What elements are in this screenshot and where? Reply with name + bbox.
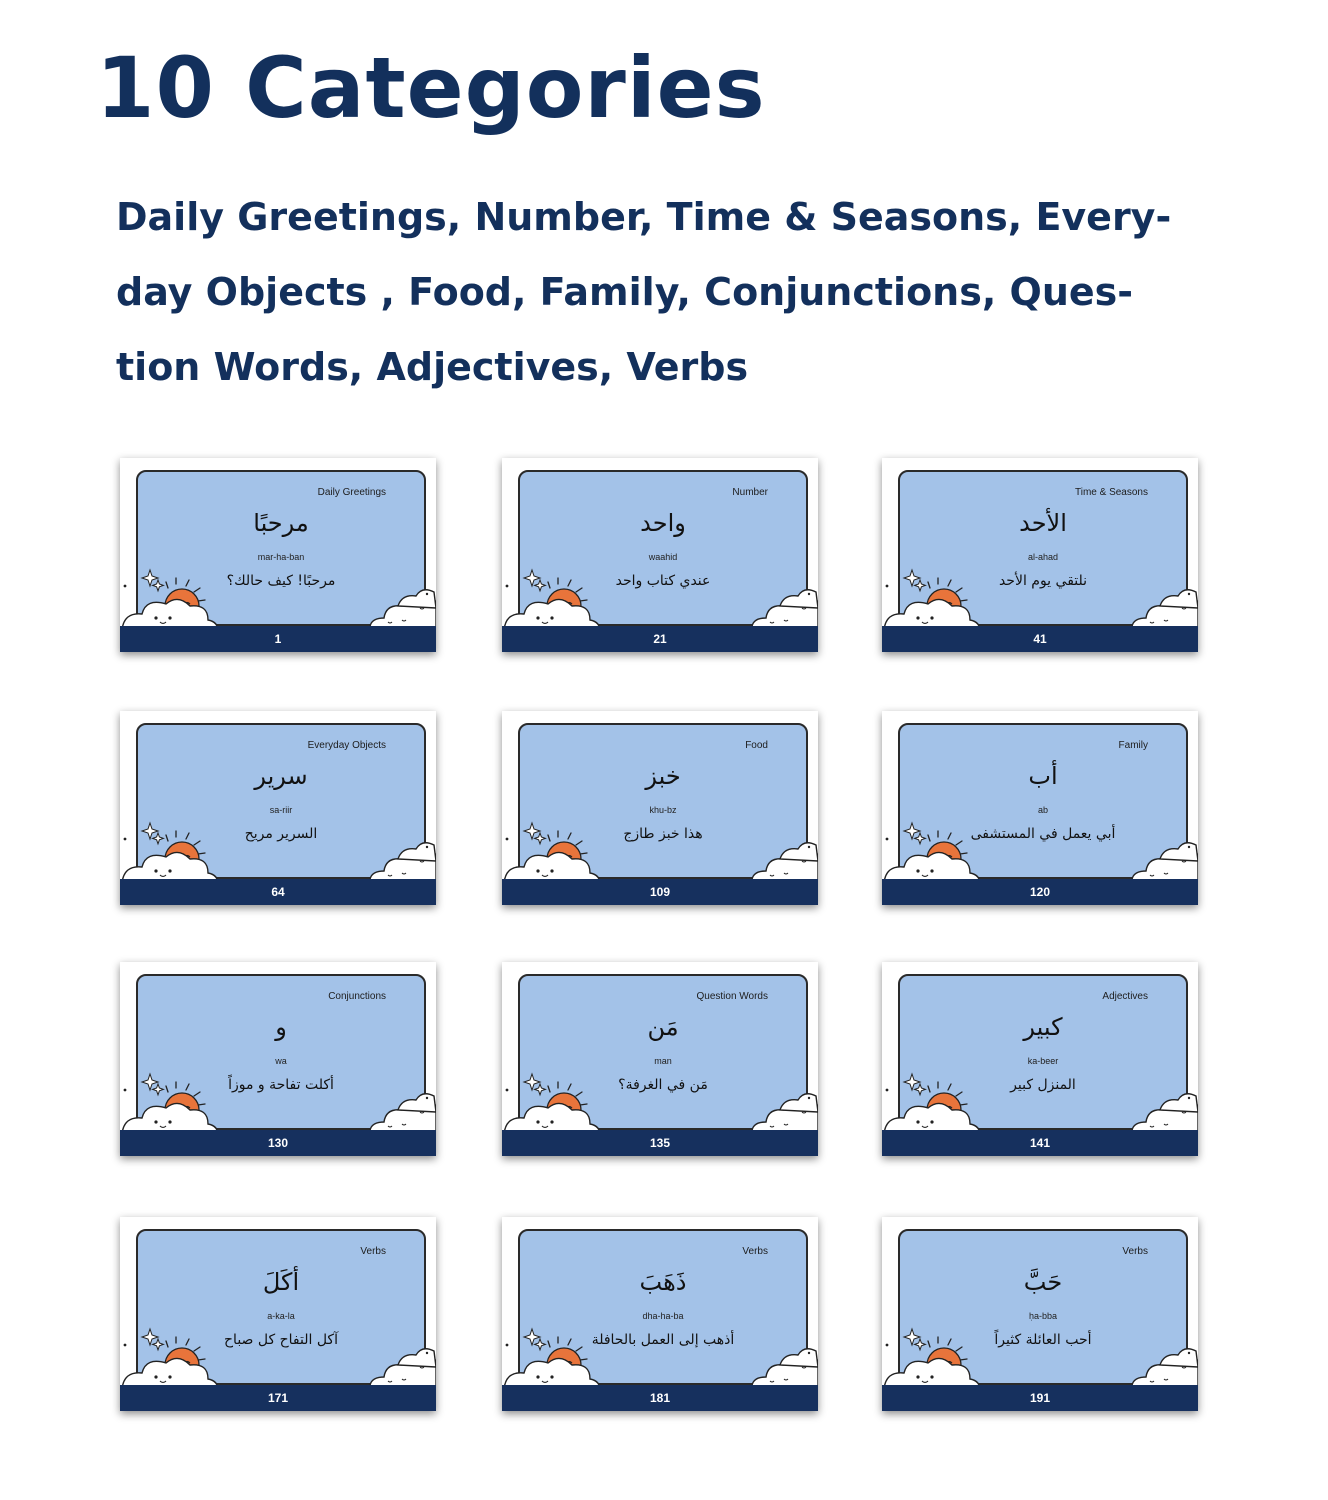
card-category: Verbs (742, 1246, 768, 1257)
arabic-word: أب (1028, 762, 1058, 790)
example-sentence: المنزل كبير (1010, 1077, 1076, 1093)
arabic-word: الأحد (1019, 509, 1067, 537)
flashcard-number (502, 458, 818, 652)
transliteration: ab (1037, 805, 1048, 815)
transliteration: wa (275, 1056, 287, 1066)
card-category: Time & Seasons (1075, 487, 1148, 498)
arabic-word: حَبَّ (1023, 1268, 1063, 1296)
transliteration: khu-bz (649, 805, 677, 815)
card-number: 21 (653, 632, 667, 646)
sun-cloud-illustration (502, 1217, 818, 1411)
sun-cloud-illustration (120, 711, 436, 905)
sun-cloud-illustration (882, 962, 1198, 1156)
flashcard-verbs (120, 1217, 436, 1411)
transliteration: sa-riir (269, 805, 293, 815)
card-number: 171 (267, 1391, 289, 1405)
example-sentence: السرير مريح (244, 826, 318, 842)
arabic-word: أكَلَ (262, 1268, 300, 1296)
example-sentence: عندي كتاب واحد (615, 573, 711, 589)
sun-cloud-illustration (882, 458, 1198, 652)
flashcard-daily-greetings (120, 458, 436, 652)
transliteration: ḥa-bba (1028, 1311, 1058, 1321)
card-category: Question Words (696, 991, 768, 1002)
example-sentence: أذهب إلى العمل بالحافلة (591, 1332, 735, 1348)
card-number: 135 (649, 1136, 671, 1150)
arabic-word: مرحبًا (253, 509, 309, 537)
card-category: Everyday Objects (307, 740, 386, 751)
flashcard-conjunctions (120, 962, 436, 1156)
flashcard-family (882, 711, 1198, 905)
sun-cloud-illustration (120, 458, 436, 652)
card-number: 130 (267, 1136, 289, 1150)
arabic-word: واحد (640, 509, 686, 537)
category-list-line: Daily Greetings, Number, Time & Seasons, Every- (116, 195, 1172, 239)
arabic-word: ذَهَبَ (639, 1268, 687, 1296)
category-list-line: day Objects , Food, Family, Conjunctions, Ques- (116, 270, 1134, 314)
transliteration: mar-ha-ban (257, 552, 305, 562)
card-number: 1 (274, 632, 282, 646)
example-sentence: مَن في الغرفة؟ (618, 1077, 708, 1093)
card-category: Verbs (1122, 1246, 1148, 1257)
card-category: Food (745, 740, 768, 751)
example-sentence: هذا خبز طازج (623, 826, 703, 842)
example-sentence: آكل التفاح كل صباح (224, 1332, 338, 1348)
example-sentence: نلتقي يوم الأحد (998, 573, 1088, 589)
category-list-line: tion Words, Adjectives, Verbs (116, 345, 749, 389)
page-title: 10 Categories (96, 39, 766, 137)
example-sentence: أحب العائلة كثيراً (994, 1332, 1092, 1348)
card-number: 41 (1033, 632, 1047, 646)
arabic-word: خبز (645, 762, 681, 790)
transliteration: waahid (648, 552, 678, 562)
sun-cloud-illustration (882, 1217, 1198, 1411)
flashcard-adjectives (882, 962, 1198, 1156)
arabic-word: و (275, 1013, 287, 1041)
arabic-word: مَن (647, 1013, 679, 1041)
card-number: 64 (271, 885, 285, 899)
transliteration: ka-beer (1027, 1056, 1059, 1066)
sun-cloud-illustration (502, 962, 818, 1156)
example-sentence: أكلت تفاحة و موزاً (228, 1077, 334, 1093)
card-category: Number (732, 487, 768, 498)
transliteration: dha-ha-ba (642, 1311, 684, 1321)
flashcard-verbs (882, 1217, 1198, 1411)
card-category: Daily Greetings (317, 487, 386, 498)
card-category: Verbs (360, 1246, 386, 1257)
flashcard-time-seasons (882, 458, 1198, 652)
card-number: 181 (649, 1391, 671, 1405)
flashcard-food (502, 711, 818, 905)
card-category: Family (1118, 740, 1148, 751)
arabic-word: سرير (254, 762, 308, 790)
card-category: Adjectives (1102, 991, 1148, 1002)
sun-cloud-illustration (502, 458, 818, 652)
flashcard-verbs (502, 1217, 818, 1411)
arabic-word: كبير (1023, 1013, 1063, 1041)
example-sentence: أبي يعمل في المستشفى (970, 826, 1116, 842)
sun-cloud-illustration (120, 962, 436, 1156)
sun-cloud-illustration (502, 711, 818, 905)
flashcard-question-words (502, 962, 818, 1156)
transliteration: al-ahad (1027, 552, 1059, 562)
example-sentence: مرحبًا! كيف حالك؟ (226, 573, 336, 589)
transliteration: man (654, 1056, 672, 1066)
transliteration: a-ka-la (267, 1311, 295, 1321)
flashcard-everyday-objects (120, 711, 436, 905)
card-number: 120 (1029, 885, 1051, 899)
sun-cloud-illustration (882, 711, 1198, 905)
sun-cloud-illustration (120, 1217, 436, 1411)
card-number: 109 (649, 885, 671, 899)
card-category: Conjunctions (328, 991, 386, 1002)
card-number: 191 (1029, 1391, 1051, 1405)
card-number: 141 (1029, 1136, 1051, 1150)
